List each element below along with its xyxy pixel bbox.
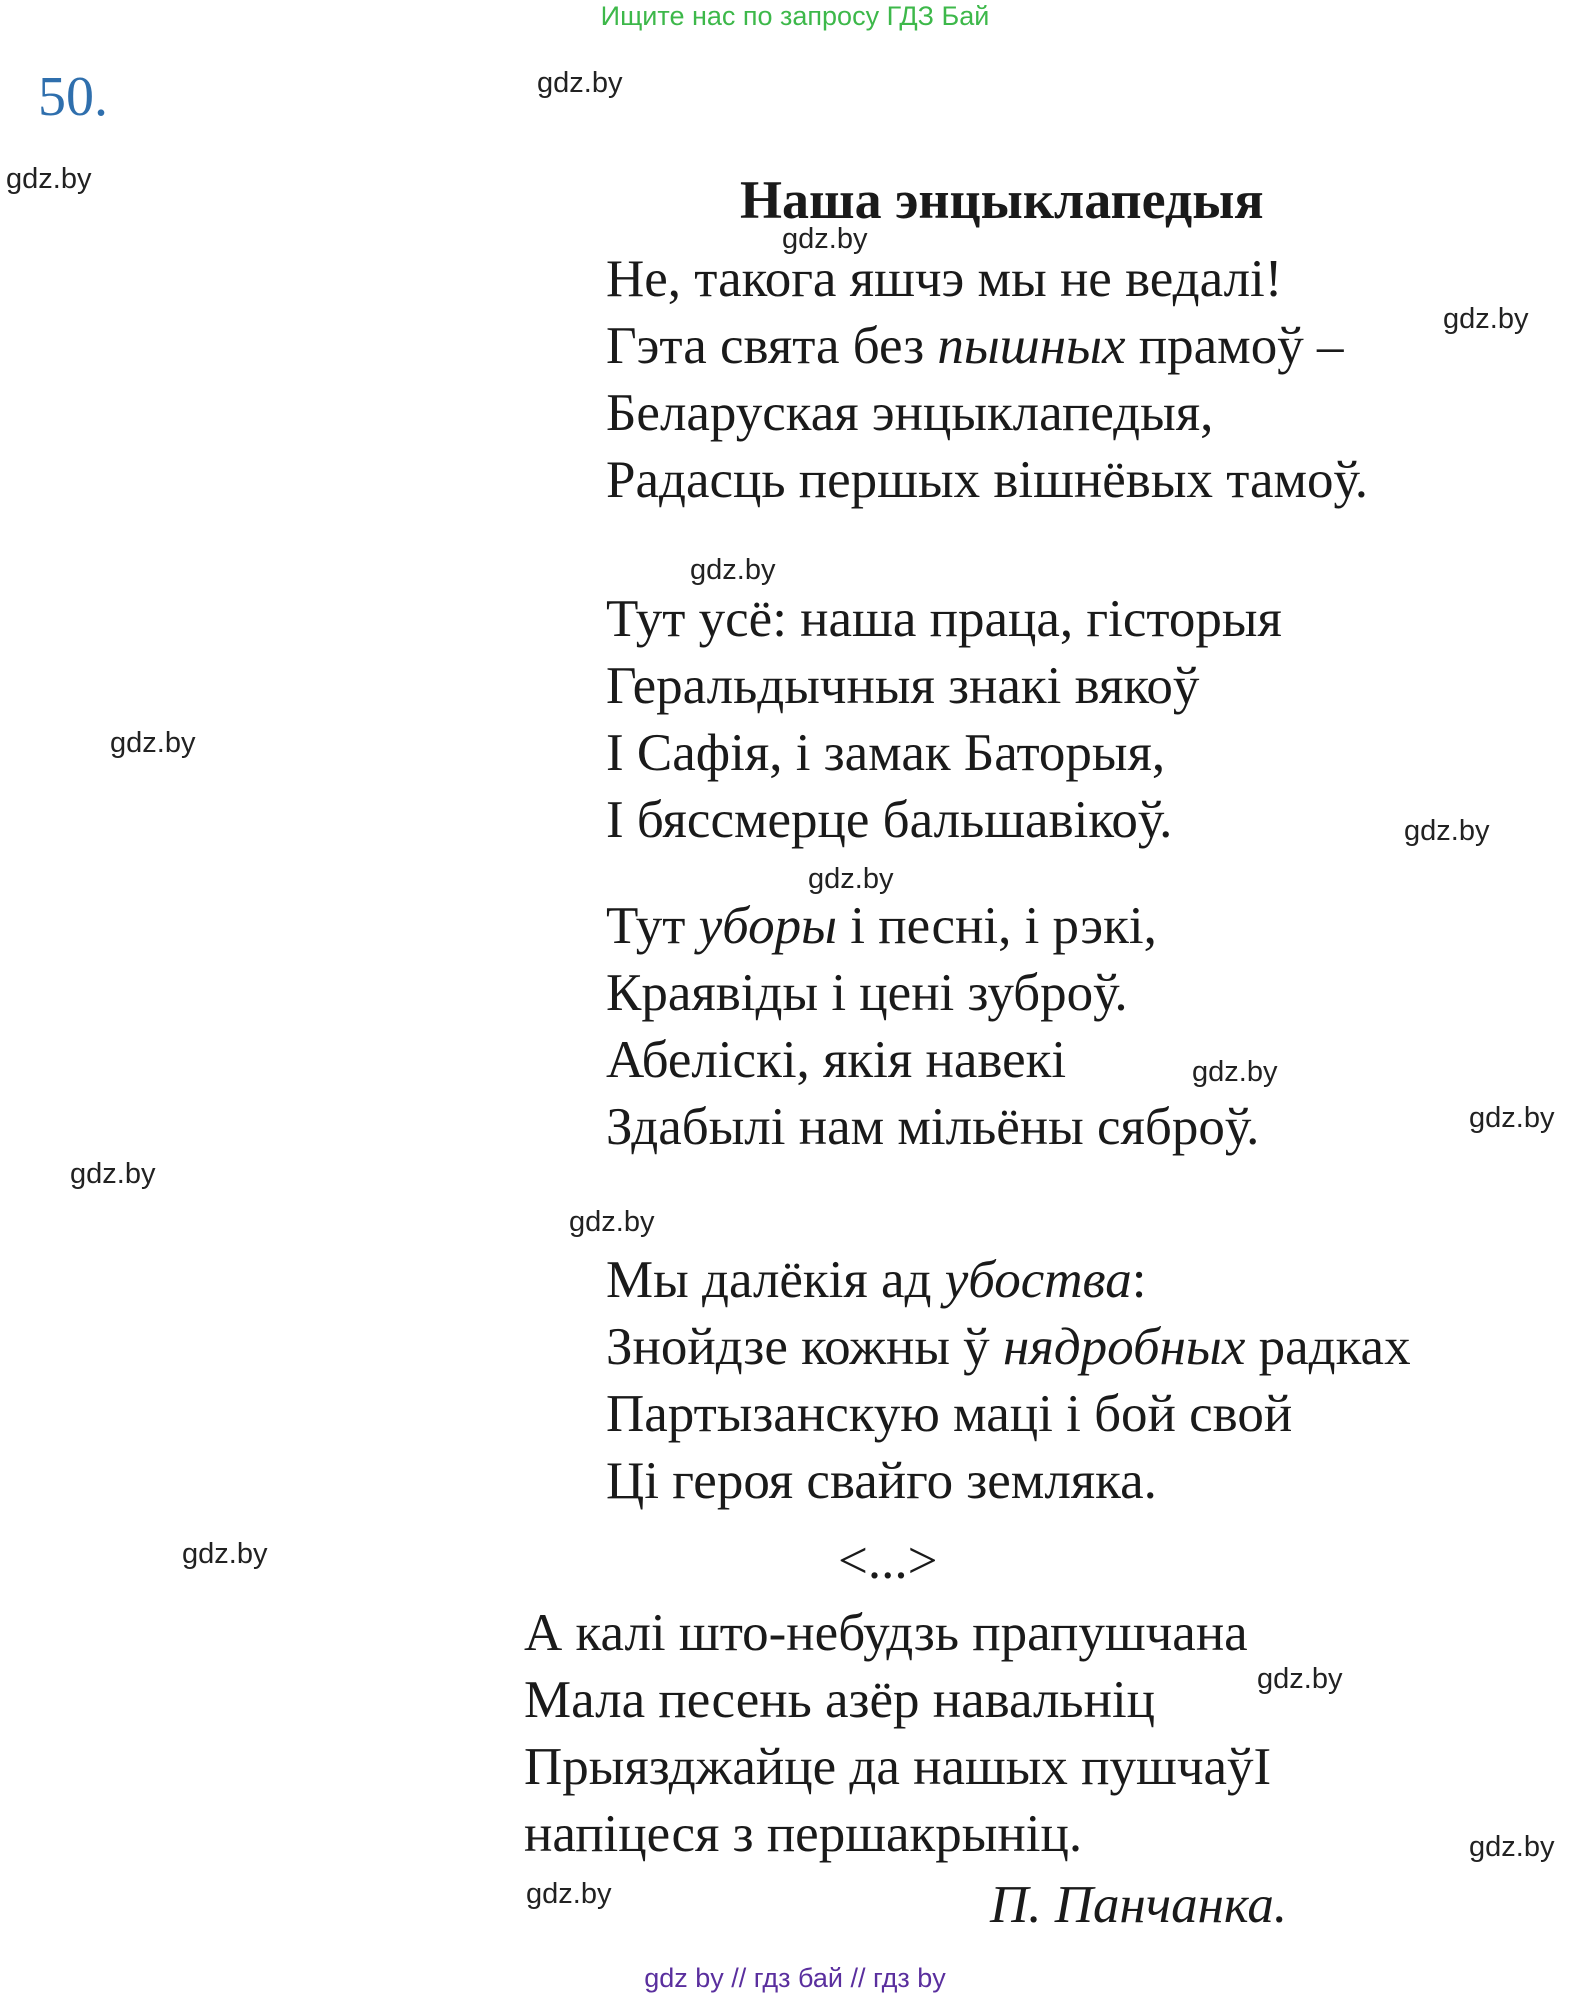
poem-line [524, 1667, 1271, 1734]
watermark: gdz.by [782, 223, 868, 255]
poem-line-text: Ці героя свайго земляка. [606, 1452, 1157, 1510]
watermark: gdz.by [808, 863, 894, 895]
poem-stanza [606, 893, 1259, 1161]
omission-mark: <...> [838, 1532, 938, 1590]
poem-line [606, 720, 1282, 787]
poem-line-italic-word: убоства [944, 1251, 1132, 1309]
watermark: gdz.by [1257, 1663, 1343, 1695]
watermark: gdz.by [537, 67, 623, 99]
poem-line-text: Гэта свята без [606, 317, 938, 375]
poem-line [606, 586, 1282, 653]
poem-author: П. Панчанка. [990, 1876, 1288, 1934]
poem-line-text: Мы далёкія ад [606, 1251, 945, 1309]
poem-line-text: Тут [606, 897, 699, 955]
poem-line [606, 1448, 1411, 1515]
poem-line [606, 1381, 1411, 1448]
poem-line-text: напіцеся з першакрыніц. [524, 1805, 1083, 1863]
exercise-number: 50. [38, 66, 108, 128]
poem-line-text: Знойдзе кожны ў [606, 1318, 1003, 1376]
poem-line-italic-word: пышных [937, 317, 1126, 375]
poem-line [606, 653, 1282, 720]
poem-title: Наша энцыклапедыя [740, 170, 1264, 230]
poem-line-text: Мала песень азёр навальніц [524, 1671, 1156, 1729]
watermark: gdz.by [70, 1158, 156, 1190]
watermark: gdz.by [1443, 303, 1529, 335]
watermark: gdz.by [526, 1878, 612, 1910]
poem-line [606, 1247, 1411, 1314]
poem-line [606, 380, 1368, 447]
poem-line-text: Прыязджайце да нашых пушчаўІ [524, 1738, 1272, 1796]
poem-line-text: Не, такога яшчэ мы не ведалі! [606, 250, 1283, 308]
poem-line [524, 1734, 1271, 1801]
poem-line-text: : [1131, 1251, 1147, 1309]
poem-line [606, 787, 1282, 854]
watermark: gdz.by [1192, 1056, 1278, 1088]
header-banner[interactable]: Ищите нас по запросу ГДЗ Бай [600, 1, 990, 31]
poem-line-text: прамоў – [1125, 317, 1344, 375]
watermark: gdz.by [690, 554, 776, 586]
poem-line-text: радках [1245, 1318, 1411, 1376]
poem-line-text: Здабылі нам мільёны сяброў. [606, 1098, 1260, 1156]
poem-line-text: Партызанскую маці і бой свой [606, 1385, 1293, 1443]
poem-line-text: Краявіды і цені зуброў. [606, 964, 1128, 1022]
poem-line-text: Беларуская энцыклапедыя, [606, 384, 1214, 442]
poem-stanza [606, 586, 1282, 854]
watermark: gdz.by [6, 163, 92, 195]
watermark: gdz.by [1469, 1102, 1555, 1134]
poem-line [524, 1600, 1271, 1667]
poem-line-text: і песні, і рэкі, [837, 897, 1157, 955]
poem-line-text: І бяссмерце бальшавікоў. [606, 791, 1173, 849]
poem-line [606, 893, 1259, 960]
poem-stanza [606, 246, 1368, 514]
poem-line [606, 960, 1259, 1027]
poem-line [606, 1094, 1259, 1161]
watermark: gdz.by [182, 1538, 268, 1570]
poem-line [606, 313, 1368, 380]
poem-line [524, 1801, 1271, 1868]
watermark: gdz.by [569, 1206, 655, 1238]
poem-line-text: Тут усё: наша праца, гісторыя [606, 590, 1282, 648]
poem-line-text: І Сафія, і замак Баторыя, [606, 724, 1166, 782]
poem-line [606, 1314, 1411, 1381]
watermark: gdz.by [1469, 1831, 1555, 1863]
poem-line-italic-word: уборы [698, 897, 838, 955]
poem-line-text: А калі што-небудзь прапушчана [524, 1604, 1248, 1662]
poem-line-text: Геральдычныя знакі вякоў [606, 657, 1200, 715]
watermark: gdz.by [110, 727, 196, 759]
footer-links[interactable]: gdz by // гдз бай // гдз by [644, 1963, 946, 1993]
poem-stanza [524, 1600, 1271, 1868]
poem-line-text: Абеліскі, якія навекі [606, 1031, 1067, 1089]
poem-line [606, 246, 1368, 313]
poem-line [606, 447, 1368, 514]
poem-line-italic-word: нядробных [1002, 1318, 1246, 1376]
poem-line-text: Радасць першых вішнёвых тамоў. [606, 451, 1369, 509]
poem-line [606, 1027, 1259, 1094]
poem-stanza [606, 1247, 1411, 1515]
watermark: gdz.by [1404, 815, 1490, 847]
